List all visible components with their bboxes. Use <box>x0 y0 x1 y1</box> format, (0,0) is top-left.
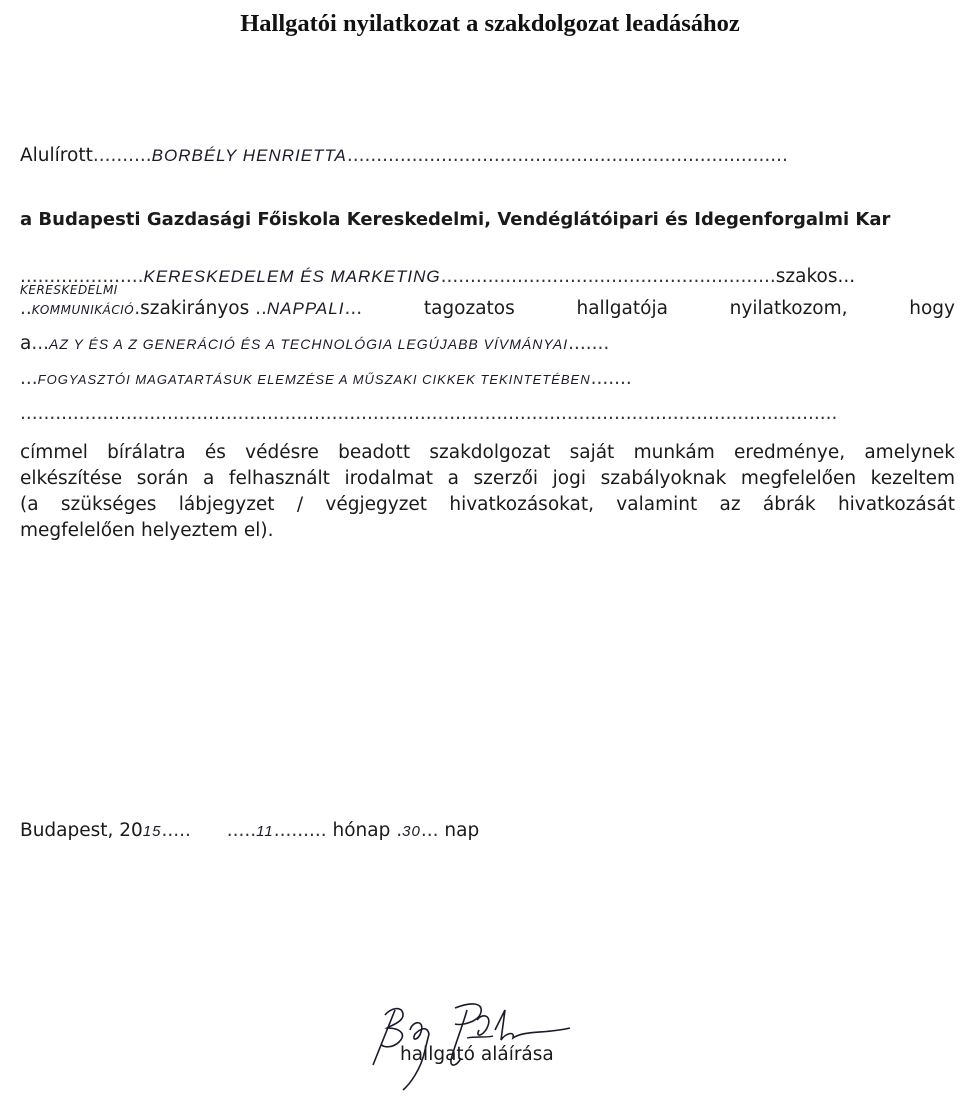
page-title: Hallgatói nyilatkozat a szakdolgozat leadásához <box>240 10 740 37</box>
declaration-body <box>20 440 955 544</box>
thesis-title-handwritten-1: AZ Y ÉS A Z GENERÁCIÓ ÉS A TECHNOLÓGIA LEGÚJABB VÍVMÁNYAI <box>49 336 569 352</box>
body-line-4: megfelelően helyeztem el). <box>20 520 274 541</box>
a-label: a <box>20 333 32 354</box>
major-line: .....................KERESKEDELEM ÉS MARKETING.........................................................szakos... <box>20 266 856 287</box>
student-name-handwritten: BORBÉLY HENRIETTA <box>151 146 347 165</box>
thesis-title-line1: a...AZ Y ÉS A Z GENERÁCIÓ ÉS A TECHNOLÓGIA LEGÚJABB VÍVMÁNYAI....... <box>20 333 610 354</box>
handwritten-signature <box>355 990 605 1095</box>
city-prefix: Budapest, 20 <box>20 820 143 841</box>
schedule-handwritten: NAPPALI <box>266 299 345 318</box>
specialization-line: ..KOMMUNIKÁCIÓ.szakirányos ..NAPPALI... tagozatos hallgatója nyilatkozom, hogy <box>20 296 955 323</box>
body-line-1: címmel bírálatra és védésre beadott szakdolgozat saját munkám eredménye, amelynek <box>20 442 955 463</box>
date-line: Budapest, 2015..... .....11......... hónap .30... nap <box>20 820 480 841</box>
major-handwritten: KERESKEDELEM ÉS MARKETING <box>143 267 441 286</box>
day-handwritten: 30 <box>402 823 421 840</box>
body-line-3: (a szükséges lábjegyzet / végjegyzet hivatkozásokat, valamint az ábrák hivatkozását <box>20 494 955 515</box>
specialization-handwritten-top: KERESKEDELMI <box>20 283 118 297</box>
thesis-title-handwritten-2: FOGYASZTÓI MAGATARTÁSUK ELEMZÉSE A MŰSZAKI CIKKEK TEKINTETÉBEN <box>37 372 591 387</box>
specialization-handwritten-bottom: KOMMUNIKÁCIÓ <box>31 303 135 317</box>
faculty-line: a Budapesti Gazdasági Főiskola Kereskedelmi, Vendéglátóipari és Idegenforgalmi Kar <box>20 209 891 230</box>
word-hallgatoja: hallgatója <box>576 298 668 319</box>
word-tagozatos: tagozatos <box>423 298 515 319</box>
empty-dotted-line: ........................................................................................................................................... <box>20 403 838 424</box>
word-nyilatkozom: nyilatkozom, <box>729 298 848 319</box>
honap-label: hónap <box>332 820 391 841</box>
signature-label: hallgató aláírása <box>400 1044 554 1065</box>
nap-label: nap <box>444 820 480 841</box>
thesis-title-line2: ...FOGYASZTÓI MAGATARTÁSUK ELEMZÉSE A MŰSZAKI CIKKEK TEKINTETÉBEN....... <box>20 368 632 389</box>
name-line: Alulírott..........BORBÉLY HENRIETTA........................................................................... <box>20 145 788 166</box>
month-handwritten: 11 <box>256 823 274 840</box>
word-hogy: hogy <box>909 298 955 319</box>
body-line-2: elkészítése során a felhasznált irodalmat a szerzői jogi szabályoknak megfelelően kezeltem <box>20 468 955 489</box>
szakiranyos-label: szakirányos <box>140 298 250 319</box>
specialization-top <box>20 283 118 296</box>
szakos-label: szakos... <box>775 266 856 287</box>
year-handwritten: 15 <box>142 823 162 840</box>
alulirott-label: Alulírott <box>20 145 93 166</box>
